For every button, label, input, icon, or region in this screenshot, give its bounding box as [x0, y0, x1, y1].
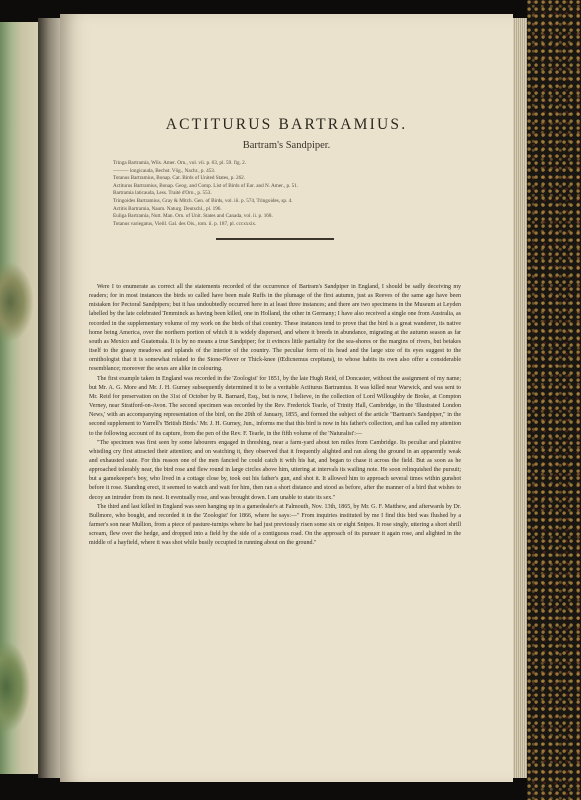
body-paragraph: The third and last killed in England was seen hanging up in a gamedealer's at Falmouth, Nov. 13th, 1865, by Mr. G. F. Matthew, and afterwards by Dr. Bullmore, who bought, and recorded it in the 'Zoologist' for 1866, where he says:—" From inquiries instituted by me I find this bird was flushed by a farmer's son near Mullion, from a piece of pasture-turnips where he had just previously risen some six or eight Snipes. It rose singly, uttering a short shrill scream, flew over the hedge, and dropped into a field by the side of a contiguous road. On the approach of its pursuer it again rose, and alighted in the middle of a hayfield, where it was shot while busily occupied in running about on the ground."	[89, 503, 461, 547]
page-title: ACTITURUS BARTRAMIUS.	[165, 116, 408, 133]
body-paragraph: Were I to enumerate as correct all the statements recorded of the occurrence of Bartram's Sandpiper in England, I should be sadly deceiving my readers; for in most instances the birds so called have been male Ruffs in the plumage of the first autumn, just as Reeves of the same age have been mistaken for Pectoral Sandpipers; but it has undoubtedly occurred here in at least three instances; and there are two specimens in the Museum at Leyden labelled by the late celebrated Temminck as having been killed, one in Holland, the other in Germany; I have also received a single one from Australia, as recorded in the supplementary volume of my work on the birds of that country. These instances tend to prove that the bird is a great wanderer, its native home being America, over the northern portion of which it is widely dispersed, and where it breeds in abundance, migrating at the autumn season as far south as Mexico and Guatemala. It is by no means a true Sandpiper; for it evinces little partiality for the sea-shores or the margins of rivers, but betakes itself to the grassy meadows and uplands of the interior of the country. The peculiar form of its head and the large size of its eyes suggest to the ornithologist that it is somewhat related to the Stone-Plover or Thick-knee (Œdicnemus crepitans), to whose habits its own also offer a considerable resemblance; moreover the sexes are alike in colouring.	[89, 284, 461, 373]
body-paragraph: The first example taken in England was recorded in the 'Zoologist' for 1851, by the late Hugh Reid, of Doncaster, without the assignment of my name; but Mr. A. G. More and Mr. J. H. Gurney subsequently determined it to be a veritable Actiturus Bartramius. It was killed near Warwick, and was sent to Mr. Reid for preservation on the 31st of October by R. Barnard, Esq., but is now, I believe, in the collection of Lord Willoughby de Broke, at Compton Verney, near Stratford-on-Avon. The second specimen was recorded by the Rev. Frederick Tearle, of Trinity Hall, Cambridge, in the 'Illustrated London News,' with an accompanying representation of the bird, on the 20th of January, 1855, and formed the subject of the article "Bartram's Sandpiper," in the second supplement to Yarrell's 'British Birds.' Mr. J. H. Gurney, Jun., informs me that this bird is now in his father's collection, and has called my attention to the following account of its capture, from the pen of the Rev. F. Tearle, in the fifth volume of the 'Naturalist':—	[89, 375, 461, 437]
page-edges	[513, 18, 527, 778]
page-subtitle: Bartram's Sandpiper.	[242, 140, 331, 151]
facing-page-plate	[0, 22, 40, 774]
synonym-entry: Actiturus Bartramius, Bonap. Geog. and Comp. List of Birds of Eur. and N. Amer., p. 51.	[113, 182, 299, 189]
plate-illustration-fragment	[0, 642, 30, 732]
section-divider	[216, 238, 334, 240]
synonym-list	[113, 160, 473, 228]
body-paragraph: "The specimen was first seen by some labourers engaged in threshing, near a farm-yard about ten miles from Cambridge. Its peculiar and plaintive whistling cry first attracted their attention; and on watching it, they observed that it frequently alighted and ran along the ground in an apparently weak and exhausted state. For this reason one of the men fancied he could catch it with his hat, and began to chase it across the field. But as soon as he approached tolerably near, the bird rose and flew round in large circles above him, uttering at intervals its wailing note. He soon relinquished the pursuit; but a gamekeeper's boy, who lived in a cottage close by, took out his father's gun, and shot it. It allowed him to approach several times within gunshot before it rose. Standing erect, it seemed to watch and wait for him, then ran a short distance and stood as before, after the manner of a bird that wishes to decoy an intruder from its nest. It eventually rose, and was brought down. I am unable to state its sex."	[89, 439, 461, 501]
synonym-entry: Euliga Bartramia, Nutt. Man. Orn. of Unit. States and Canada, vol. ii. p. 168.	[113, 213, 273, 220]
synonym-entry: Actitis Bartramia, Naum. Naturg. Deutschl., pl. 196.	[113, 205, 222, 212]
marbled-binding	[527, 0, 581, 800]
synonym-entry: Totanus Bartramius, Bonap. Cat. Birds of United States, p. 262.	[113, 175, 246, 182]
body-text	[89, 283, 461, 549]
synonym-entry: ——— longicauda, Bechst. Vög., Nachr., p. 453.	[113, 167, 216, 174]
synonym-entry: Bartramia laticauda, Less. Traité d'Orn., p. 553.	[113, 190, 212, 197]
synonym-entry: Tringoides Bartramius, Gray & Mitch. Gen. of Birds, vol. iii. p. 574, Tringoides, sp. 4.	[113, 197, 293, 204]
plate-illustration-fragment	[0, 262, 34, 342]
synonym-entry: Totanus variegatus, Vieill. Gal. des Ois., tom. ii. p. 187, pl. cccxxxix.	[113, 220, 257, 227]
synonym-entry: Tringa Bartramia, Wils. Amer. Orn., vol. vii. p. 63, pl. 59. fig. 2.	[113, 160, 247, 166]
